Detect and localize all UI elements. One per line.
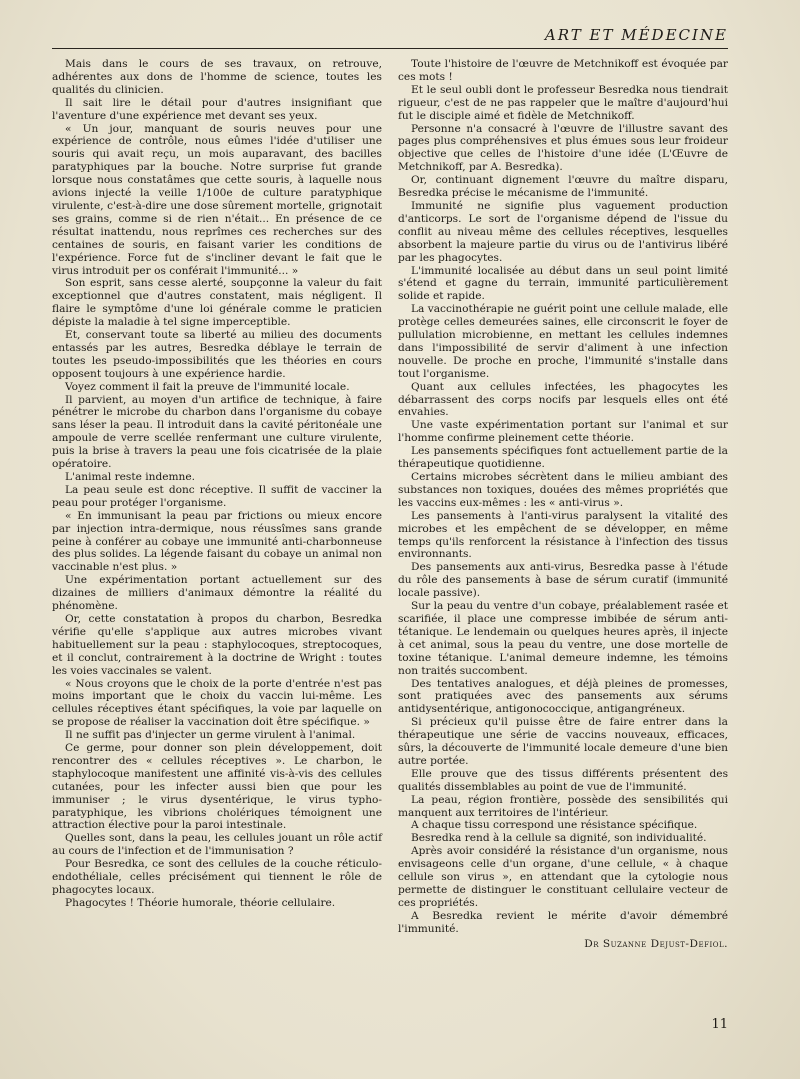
paragraph: « Nous croyons que le choix de la porte d'entrée n'est pas moins important que le choix du vaccin lui-même. Les cellules réceptives étant spécifiques, la voie par laquelle on se propose de réaliser la vaccination doit être spécifique. »: [52, 677, 382, 729]
right-column: [398, 58, 728, 951]
paragraph: Il ne suffit pas d'injecter un germe virulent à l'animal.: [65, 729, 356, 742]
paragraph: Sur la peau du ventre d'un cobaye, préalablement rasée et scarifiée, il place une compresse imbibée de sérum anti-tétanique. Le lendemain ou quelques heures après, il injecte à cet animal, sous la peau du ventre, une dose mortelle de toxine tétanique. L'animal demeure indemne, les témoins non traités succombent.: [398, 600, 728, 677]
paragraph: Phagocytes ! Théorie humorale, théorie cellulaire.: [65, 896, 336, 909]
paragraph: La peau, région frontière, possède des sensibilités qui manquent aux territoires de l'intérieur.: [398, 793, 728, 819]
author-signature: Dr Suzanne Dejust-Defiol.: [584, 937, 728, 950]
paragraph: Certains microbes sécrètent dans le milieu ambiant des substances non toxiques, douées des mêmes propriétés que les vaccins eux-mêmes : les « anti-virus ».: [398, 471, 728, 509]
paragraph: « Un jour, manquant de souris neuves pour une expérience de contrôle, nous eûmes l'idée d'utiliser une souris qui avait reçu, un mois auparavant, des bacilles paratyphiques par la bouche. Notre surprise fut grande lorsque nous constatâmes que cette souris, à laquelle nous avions injecté la veille 1/100e de culture paratyphique virulente, c'est-à-dire une dose sûrement mortelle, grignotait ses grains, comme si de rien n'était... En présence de ce résultat inattendu, nous reprîmes ces recherches sur des centaines de souris, en faisant varier les conditions de l'expérience. Force fut de s'incliner devant le fait que le virus introduit per os conférait l'immunité... »: [52, 122, 382, 277]
paragraph: Si précieux qu'il puisse être de faire entrer dans la thérapeutique une série de vaccins nouveaux, efficaces, sûrs, la découverte de l'immunité locale demeure d'une bien autre portée.: [398, 716, 728, 767]
paragraph: Or, continuant dignement l'œuvre du maître disparu, Besredka précise le mécanisme de l'immunité.: [398, 174, 728, 200]
paragraph: Voyez comment il fait la preuve de l'immunité locale.: [65, 380, 350, 393]
paragraph: Ce germe, pour donner son plein développement, doit rencontrer des « cellules réceptives ». Le charbon, le staphylocoque manifestent une affinité vis-à-vis des cellules cutanées, pour les infecter aussi bien que pour les immuniser ; le virus dysentérique, le virus typho-paratyphique, les vibrions cholériques témoignent une attraction élective pour la paroi intestinale.: [52, 742, 382, 832]
paragraph: Une expérimentation portant actuellement sur des dizaines de milliers d'animaux démontre la réalité du phénomène.: [52, 574, 382, 613]
paragraph: A chaque tissu correspond une résistance spécifique.: [411, 819, 698, 832]
paragraph: Or, cette constatation à propos du charbon, Besredka vérifie qu'elle s'applique aux autres microbes vivant habituellement sur la peau : staphylocoques, streptocoques, et il conclut, contrairement à la doctrine de Wright : toutes les voies vaccinales se valent.: [52, 612, 382, 677]
paragraph: Une vaste expérimentation portant sur l'animal et sur l'homme confirme pleinement cette théorie.: [398, 419, 728, 445]
page-number: 11: [711, 1017, 728, 1032]
paragraph: L'immunité localisée au début dans un seul point limité s'étend et gagne du terrain, immunité particulièrement solide et rapide.: [398, 264, 728, 303]
paragraph: La peau seule est donc réceptive. Il suffit de vacciner la peau pour protéger l'organisme.: [52, 483, 382, 509]
paragraph: Il sait lire le détail pour d'autres insignifiant que l'aventure d'une expérience met devant ses yeux.: [52, 96, 382, 122]
paragraph: Quant aux cellules infectées, les phagocytes les débarrassent des corps nocifs par lesquels elles ont été envahies.: [398, 380, 728, 419]
paragraph: Toute l'histoire de l'œuvre de Metchnikoff est évoquée par ces mots !: [398, 58, 728, 83]
paragraph: La vaccinothérapie ne guérit point une cellule malade, elle protège celles demeurées saines, elle circonscrit le foyer de pullulation microbienne, en mettant les cellules indemnes dans l'impossibilité de servir d'aliment à une infection nouvelle. De proche en proche, l'immunité s'installe dans tout l'organisme.: [398, 303, 728, 380]
paragraph: Personne n'a consacré à l'œuvre de l'illustre savant des pages plus compréhensives et plus émues sous leur froideur objective que celles de l'histoire d'une idée (L'Œuvre de Metchnikoff, par A. Besredka).: [398, 122, 728, 174]
paragraph: Après avoir considéré la résistance d'un organisme, nous envisageons celle d'un organe, d'une cellule, « à chaque cellule son virus », en attendant que la cytologie nous permette de distinguer le constituant cellulaire vecteur de ces propriétés.: [398, 845, 728, 909]
running-header: ART ET MÉDECINE: [544, 26, 728, 44]
paragraph: Les pansements spécifiques font actuellement partie de la thérapeutique quotidienne.: [398, 445, 728, 471]
paragraph: Et le seul oubli dont le professeur Besredka nous tiendrait rigueur, c'est de ne pas rappeler que le maître d'aujourd'hui fut le disciple aimé et fidèle de Metchnikoff.: [398, 83, 728, 122]
paragraph: Son esprit, sans cesse alerté, soupçonne la valeur du fait exceptionnel que d'autres constatent, mais négligent. Il flaire le symptôme d'une loi générale comme le praticien dépiste la maladie à tel signe imperceptible.: [52, 277, 382, 329]
paragraph: Il parvient, au moyen d'un artifice de technique, à faire pénétrer le microbe du charbon dans l'organisme du cobaye sans léser la peau. Il introduit dans la cavité péritonéale une ampoule de verre scellée renfermant une culture virulente, puis la brise à travers la peau une fois cicatrisée de la plaie opératoire.: [52, 393, 382, 471]
header-rule: [52, 48, 728, 49]
paragraph: Et, conservant toute sa liberté au milieu des documents entassés par les autres, Besredka déblaye le terrain de toutes les pseudo-impossibilités que les théories en cours opposent toujours à une expérience hardie.: [52, 329, 382, 380]
paragraph: Les pansements à l'anti-virus paralysent la vitalité des microbes et les empêchent de se développer, en même temps qu'ils renforcent la résistance à l'infection des tissus environnants.: [398, 509, 728, 561]
paragraph: « En immunisant la peau par frictions ou mieux encore par injection intra-dermique, nous réussîmes sans grande peine à conférer au cobaye une immunité anti-charbonneuse des plus solides. La légende faisant du cobaye un animal non vaccinable n'est plus. »: [52, 509, 382, 574]
paragraph: Immunité ne signifie plus vaguement production d'anticorps. Le sort de l'organisme dépend de l'issue du conflit au niveau même des cellules réceptives, lesquelles absorbent la majeure partie du virus ou de l'antivirus libéré par les phagocytes.: [398, 199, 728, 264]
paragraph: Pour Besredka, ce sont des cellules de la couche réticulo-endothéliale, celles précisément qui tiennent le rôle de phagocytes locaux.: [52, 858, 382, 896]
paragraph: Elle prouve que des tissus différents présentent des qualités dissemblables au point de vue de l'immunité.: [398, 767, 728, 793]
paragraph: Des pansements aux anti-virus, Besredka passe à l'étude du rôle des pansements à base de sérum curatif (immunité locale passive).: [398, 561, 728, 600]
paragraph: Mais dans le cours de ses travaux, on retrouve, adhérentes aux dons de l'homme de science, toutes les qualités du clinicien.: [52, 58, 382, 96]
paragraph: Besredka rend à la cellule sa dignité, son individualité.: [411, 832, 707, 845]
paragraph: Des tentatives analogues, et déjà pleines de promesses, sont pratiquées avec des pansements aux sérums antidysentérique, antigonococcique, antigangréneux.: [398, 677, 728, 716]
paragraph: L'animal reste indemne.: [65, 471, 196, 483]
paragraph: A Besredka revient le mérite d'avoir démembré l'immunité.: [398, 909, 728, 935]
paragraph: Quelles sont, dans la peau, les cellules jouant un rôle actif au cours de l'infection et de l'immunisation ?: [52, 832, 382, 858]
left-column: [52, 58, 382, 910]
